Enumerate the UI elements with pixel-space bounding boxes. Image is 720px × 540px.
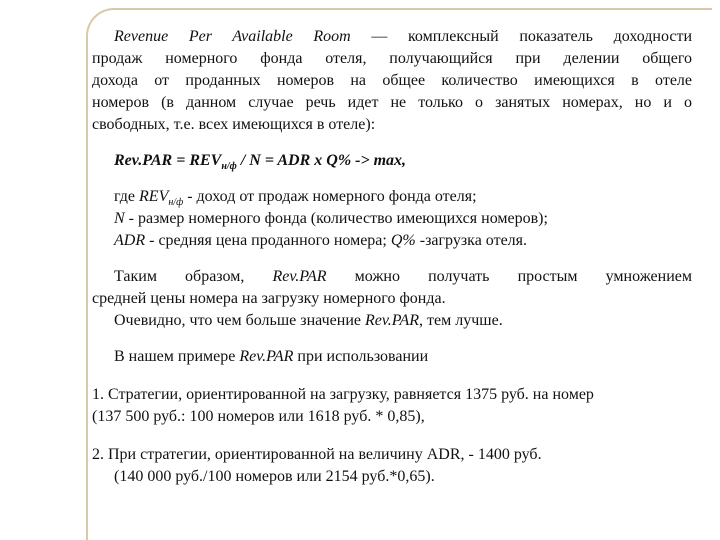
term-revpar: Revenue Per Available Room (114, 28, 351, 45)
definition-line-1: Revenue Per Available Room — комплексный показатель доходности (114, 28, 693, 45)
definition-line-4: номеров (в данном случае речь идет не только о занятых номерах, но и о (92, 94, 692, 111)
where-line-2: N - размер номерного фонда (количество имеющихся номеров); (114, 210, 548, 227)
item-1-line-1: 1. Стратегии, ориентированной на загрузку, равняется 1375 руб. на номер (92, 386, 594, 403)
example-line: В нашем примере Rev.PAR при использовании (114, 348, 429, 365)
definition-line-5: свободных, т.е. всех имеющихся в отеле): (92, 116, 376, 133)
item-1-line-2: (137 500 руб.: 100 номеров или 1618 руб. * 0,85), (92, 408, 425, 425)
item-2-line-2: (140 000 руб./100 номеров или 2154 руб.*0,65). (114, 468, 435, 485)
document-body (92, 26, 692, 488)
thus-line-2: средней цены номера на загрузку номерного фонда. (92, 290, 446, 307)
definition-line-3: дохода от проданных номеров на общее количество имеющихся в отеле (92, 72, 692, 89)
formula: $Rev.PAR = REV_{н/ф} / N$ = ADR x Q% -> max, (114, 152, 407, 172)
where-line-1: где $REV_{н/ф}$ - доход от продаж номерного фонда отеля; (114, 188, 477, 208)
item-2-line-1: 2. При стратегии, ориентированной на величину ADR, - 1400 руб. (92, 446, 542, 463)
obvious-line: Очевидно, что чем больше значение Rev.PAR, тем лучше. (114, 312, 503, 329)
where-line-3: ADR - средняя цена проданного номера; Q% -загрузка отеля. (114, 232, 528, 249)
thus-line-1: Таким образом, Rev.PAR можно получать простым умножением (114, 268, 692, 285)
definition-line-2: продаж номерного фонда отеля, получающийся при делении общего (92, 50, 692, 67)
